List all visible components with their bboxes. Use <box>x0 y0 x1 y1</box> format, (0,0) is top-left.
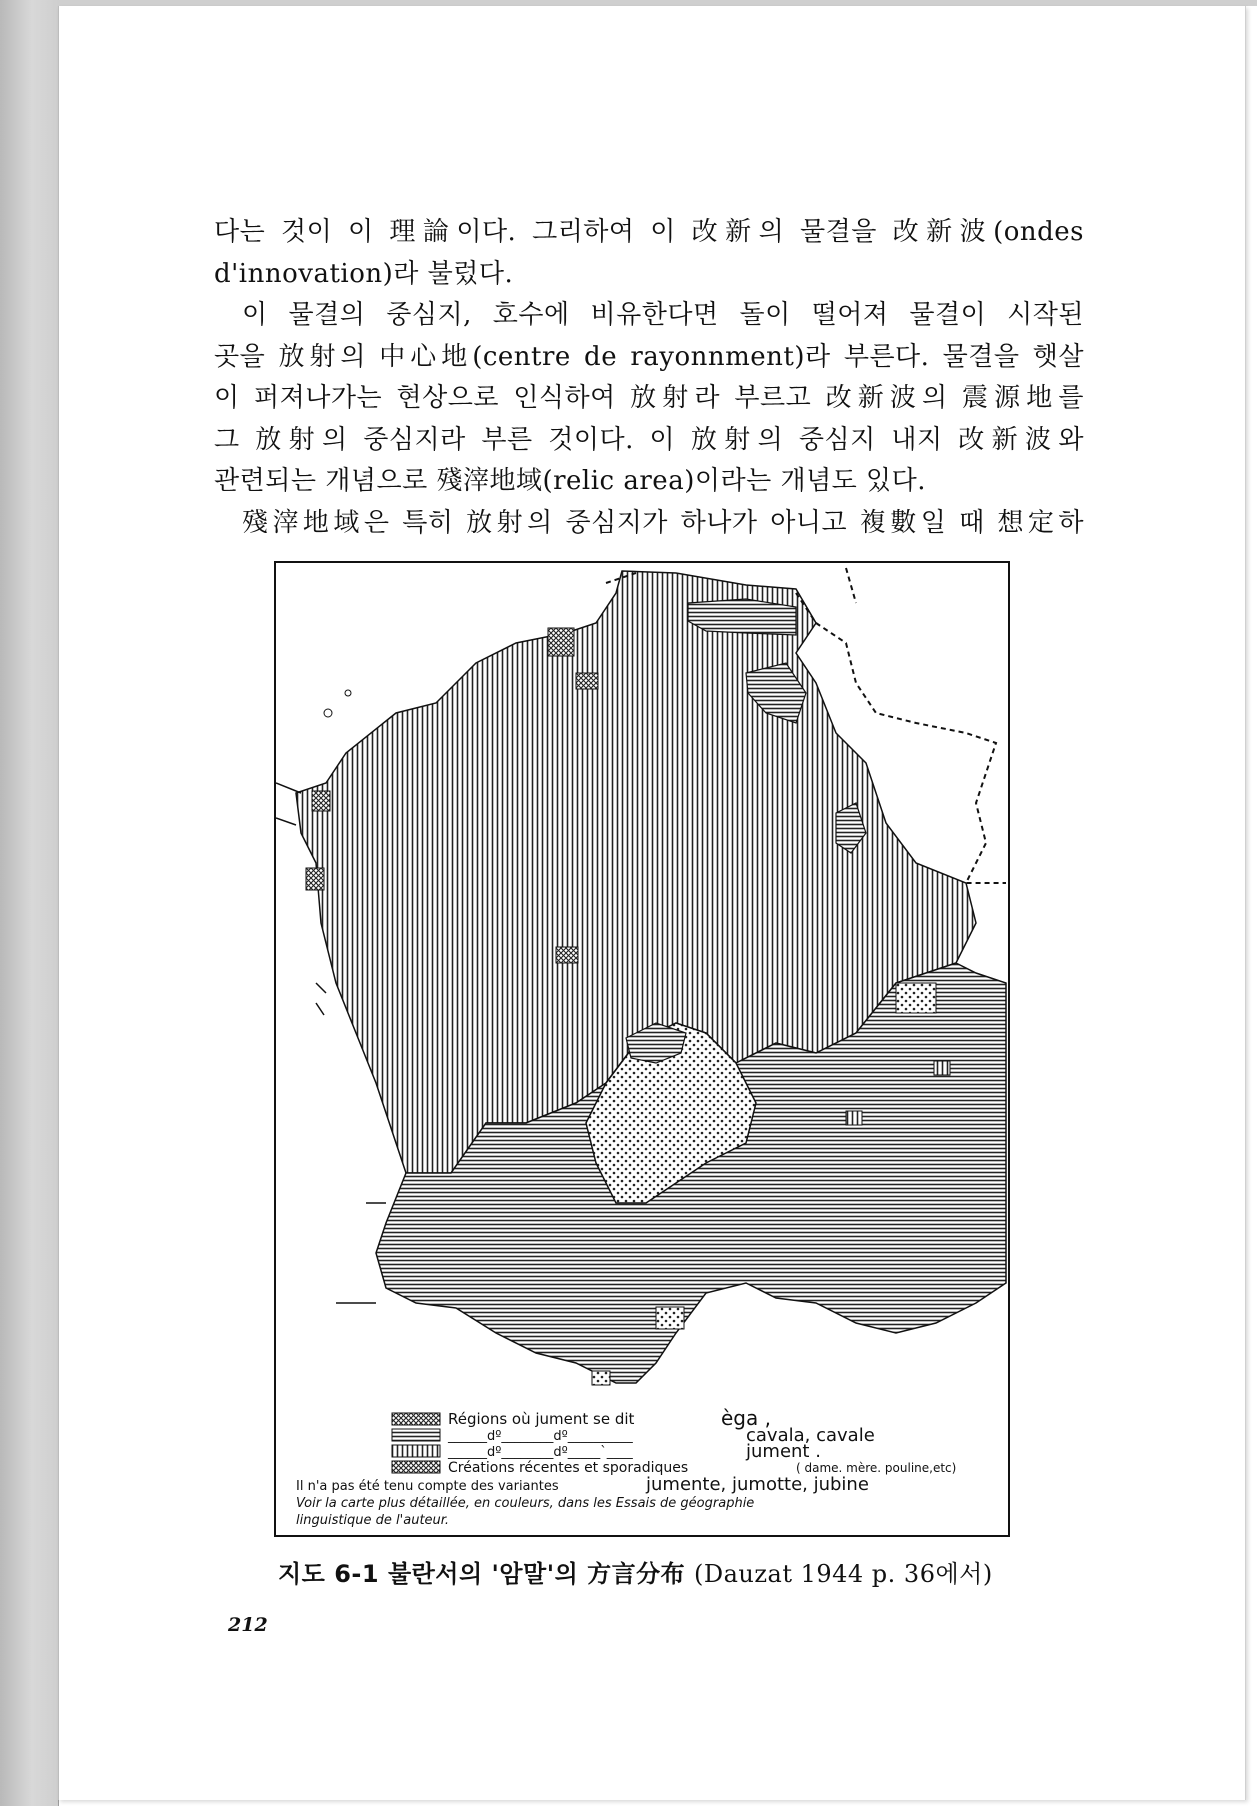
note-line: linguistique de l'auteur. <box>296 1513 450 1528</box>
legend-text: ______dº________dº_____`____ <box>448 1445 633 1460</box>
patch-dots <box>656 1307 684 1329</box>
paragraph-line: 殘滓地域은 특히 放射의 중심지가 하나가 아니고 複數일 때 想定하 <box>242 507 1084 538</box>
note-words: jumente, jumotte, jubine <box>646 1474 869 1495</box>
figure-caption <box>278 1554 1038 1589</box>
paragraph-line: 그 放射의 중심지라 부른 것이다. 이 放射의 중심지 내지 改新波와 <box>214 424 1084 455</box>
island <box>345 690 351 696</box>
patch-vertical <box>846 1111 862 1125</box>
paragraph-line: d'innovation)라 불렀다. <box>214 258 514 289</box>
island <box>324 709 332 717</box>
patch-sporadic <box>548 628 574 656</box>
map-legend <box>296 1406 956 1528</box>
legend-word: ( dame. mère. pouline,etc) <box>796 1461 957 1475</box>
legend-text: Régions où jument se dit <box>448 1410 635 1428</box>
legend-swatch-dots <box>392 1413 440 1425</box>
france-dialect-map <box>276 563 1008 1535</box>
legend-swatch-horizontal <box>392 1429 440 1441</box>
dialect-map-figure <box>274 561 1010 1537</box>
legend-word: cavala, cavale <box>746 1425 875 1446</box>
patch-sporadic <box>306 868 324 890</box>
patch-sporadic <box>556 947 578 963</box>
legend-swatch-vertical <box>392 1445 440 1457</box>
legend-swatch-crosshatch <box>392 1461 440 1473</box>
legend-word: jument . <box>746 1441 821 1462</box>
paragraph-line: 이 퍼져나가는 현상으로 인식하여 放射라 부르고 改新波의 震源地를 <box>214 383 1084 413</box>
legend-word: èga , <box>721 1406 771 1430</box>
patch-vertical <box>934 1061 950 1075</box>
paragraph-line: 관련되는 개념으로 殘滓地域(relic area)이라는 개념도 있다. <box>214 466 927 496</box>
page-number: 212 <box>228 1614 268 1636</box>
paragraph-line: 곳을 放射의 中心地(centre de rayonnment)라 부른다. 물결을 햇살 <box>214 341 1084 372</box>
patch-dots <box>896 983 936 1013</box>
book-spine <box>0 0 59 1806</box>
region-cavala-northeast <box>688 599 796 635</box>
patch-dots <box>592 1371 610 1385</box>
legend-text: Créations récentes et sporadiques <box>448 1460 689 1476</box>
caption-label: 지도 6-1 불란서의 '암말'의 方言分布 <box>278 1560 686 1588</box>
patch-sporadic <box>312 791 330 811</box>
paragraph-line: 다는 것이 이 理論이다. 그리하여 이 改新의 물결을 改新波(ondes <box>214 217 1084 247</box>
caption-source: (Dauzat 1944 p. 36에서) <box>694 1560 993 1588</box>
paragraph-line: 이 물결의 중심지, 호수에 비유한다면 돌이 떨어져 물결이 시작된 <box>242 300 1084 330</box>
patch-sporadic <box>576 673 598 689</box>
legend-text: ______dº________dº__________ <box>448 1429 633 1444</box>
body-text <box>214 212 1084 544</box>
note-line: Il n'a pas été tenu compte des variantes <box>296 1479 559 1494</box>
note-line: Voir la carte plus détaillée, en couleurs, dans les Essais de géographie <box>296 1496 755 1511</box>
